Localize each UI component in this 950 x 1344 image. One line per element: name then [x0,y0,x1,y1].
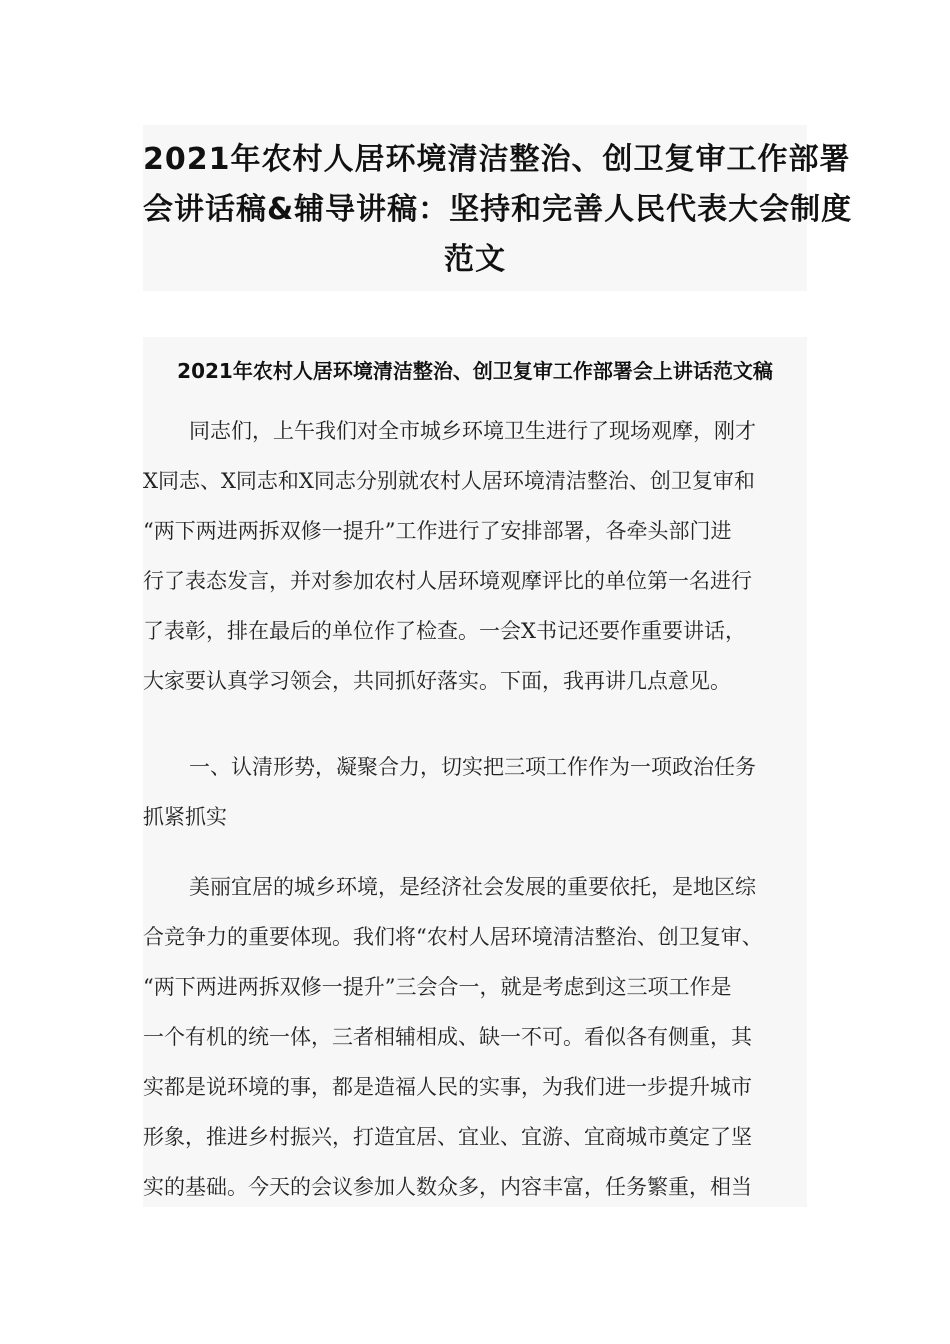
paragraph-line: 一个有机的统一体，三者相辅相成、缺一不可。看似各有侧重，其 [143,1025,752,1049]
paragraph-line: 了表彰，排在最后的单位作了检查。一会X书记还要作重要讲话， [143,619,746,643]
paragraph-line: 合竞争力的重要体现。我们将“农村人居环境清洁整治、创卫复审、 [143,925,763,949]
paragraph-line: 实都是说环境的事，都是造福人民的实事，为我们进一步提升城市 [143,1075,752,1099]
section-subtitle: 2021年农村人居环境清洁整治、创卫复审工作部署会上讲话范文稿 [177,359,773,383]
paragraph-line: “两下两进两拆双修一提升”三会合一，就是考虑到这三项工作是 [143,975,732,999]
section-heading-1 [143,742,807,842]
paragraph-line: 行了表态发言，并对参加农村人居环境观摩评比的单位第一名进行 [143,569,752,593]
paragraph-line: 美丽宜居的城乡环境，是经济社会发展的重要依托，是地区综 [189,875,756,899]
paragraph-line: 实的基础。今天的会议参加人数众多，内容丰富，任务繁重，相当 [143,1175,752,1199]
document-title [143,125,853,291]
title-line-3: 范文 [444,242,506,277]
title-line-2: 会讲话稿&辅导讲稿：坚持和完善人民代表大会制度 [143,192,853,227]
document-body [143,337,807,1207]
paragraph-line: 大家要认真学习领会，共同抓好落实。下面，我再讲几点意见。 [143,669,731,693]
paragraph-2 [143,862,807,1212]
paragraph-line: “两下两进两拆双修一提升”工作进行了安排部署，各牵头部门进 [143,519,732,543]
paragraph-line: 同志们，上午我们对全市城乡环境卫生进行了现场观摩，刚才 [189,419,756,443]
heading-line: 抓紧抓实 [143,805,227,829]
document-page [143,125,853,1199]
paragraph-line: 形象，推进乡村振兴，打造宜居、宜业、宜游、宜商城市奠定了坚 [143,1125,752,1149]
title-line-1: 2021年农村人居环境清洁整治、创卫复审工作部署 [143,142,851,177]
paragraph-1 [143,406,807,706]
heading-line: 一、认清形势，凝聚合力，切实把三项工作作为一项政治任务 [189,755,756,779]
paragraph-line: X同志、X同志和X同志分别就农村人居环境清洁整治、创卫复审和 [143,469,755,493]
